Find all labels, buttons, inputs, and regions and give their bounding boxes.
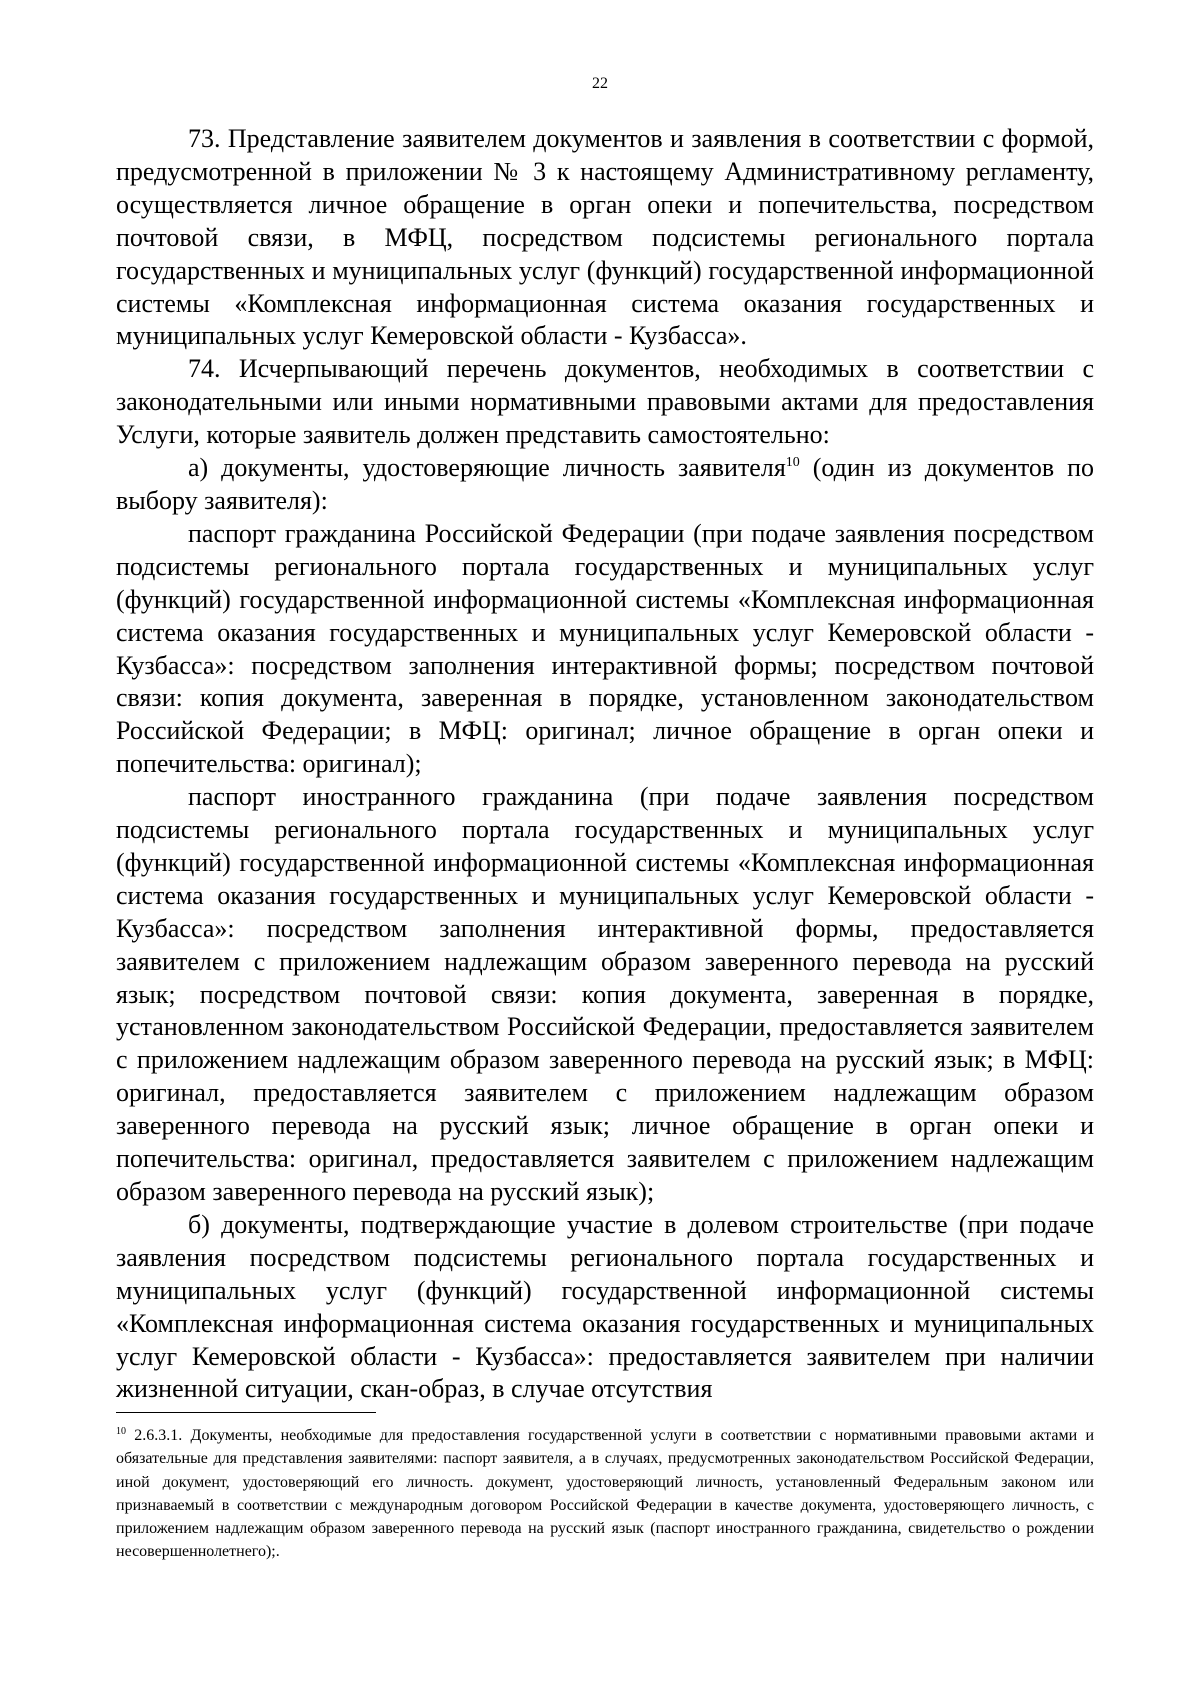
paragraph-74: 74. Исчерпывающий перечень документов, необходимых в соответствии с законодательными или иными нормативными правовыми актами для предоставления Услуги, которые заявитель должен представить самостоятельно: <box>116 354 1094 450</box>
paragraph-russian-passport: паспорт гражданина Российской Федерации (при подаче заявления посредством подсистемы регионального портала государственных и муниципальных услуг (функций) государственной информационной системы «Комплексная информационная система оказания государственных и муниципальных услуг Кемеровской области - Кузбасса»: посредством заполнения интерактивной формы; посредством почтовой связи: копия документа, заверенная в порядке, установленном законодательством Российской Федерации; в МФЦ: оригинал; личное обращение в орган опеки и попечительства: оригинал); <box>116 518 1094 779</box>
footnote-reference: 10 <box>785 455 800 471</box>
footnote-text: 2.6.3.1. Документы, необходимые для предоставления государственной услуги в соответствии с нормативными правовыми актами и обязательные для представления заявителями: паспорт заявителя, а в случаях, предусмотренных законодательством Российской Федерации, иной документ, удостоверяющий его личность. документ, удостоверяющий личность, установленный Федеральным законом или признаваемый в соответствии с международным договором Российской Федерации в качестве документа, удостоверяющего личность, с приложением надлежащим образом заверенного перевода на русский язык (паспорт иностранного гражданина, свидетельство о рождении несовершеннолетнего);. <box>116 1427 1094 1561</box>
subitem-a <box>116 452 1094 518</box>
subitem-b: б) документы, подтверждающие участие в долевом строительстве (при подаче заявления посредством подсистемы регионального портала государственных и муниципальных услуг (функций) государственной информационной системы «Комплексная информационная система оказания государственных и муниципальных услуг Кемеровской области - Кузбасса»: предоставляется заявителем при наличии жизненной ситуации, скан-образ, в случае отсутствия <box>116 1209 1094 1404</box>
subitem-a-continuation: (один из документов по выбору заявителя): <box>116 453 1094 515</box>
footnote-paragraph <box>116 1424 1094 1564</box>
footnote-mark: 10 <box>116 1426 126 1437</box>
paragraph-foreign-passport: паспорт иностранного гражданина (при подаче заявления посредством подсистемы регионального портала государственных и муниципальных услуг (функций) государственной информационной системы «Комплексная информационная система оказания государственных и муниципальных услуг Кемеровской области - Кузбасса»: посредством заполнения интерактивной формы, предоставляется заявителем с приложением надлежащим образом заверенного перевода на русский язык; посредством почтовой связи: копия документа, заверенная в порядке, установленном законодательством Российской Федерации, предоставляется заявителем с приложением надлежащим образом заверенного перевода на русский язык; в МФЦ: оригинал, предоставляется заявителем с приложением надлежащим образом заверенного перевода на русский язык; личное обращение в орган опеки и попечительства: оригинал, предоставляется заявителем с приложением надлежащим образом заверенного перевода на русский язык); <box>116 782 1094 1206</box>
subitem-a-text: а) документы, удостоверяющие личность заявителя <box>188 453 786 483</box>
footnote-divider <box>116 1412 376 1413</box>
footnote <box>116 1424 1094 1564</box>
body-text <box>116 123 1094 1406</box>
page-number: 22 <box>592 75 608 92</box>
paragraph-73: 73. Представление заявителем документов и заявления в соответствии с формой, предусмотренной в приложении № 3 к настоящему Административному регламенту, осуществляется личное обращение в орган опеки и попечительства, посредством почтовой связи, в МФЦ, посредством подсистемы регионального портала государственных и муниципальных услуг (функций) государственной информационной системы «Комплексная информационная система оказания государственных и муниципальных услуг Кемеровской области - Кузбасса». <box>116 124 1094 351</box>
